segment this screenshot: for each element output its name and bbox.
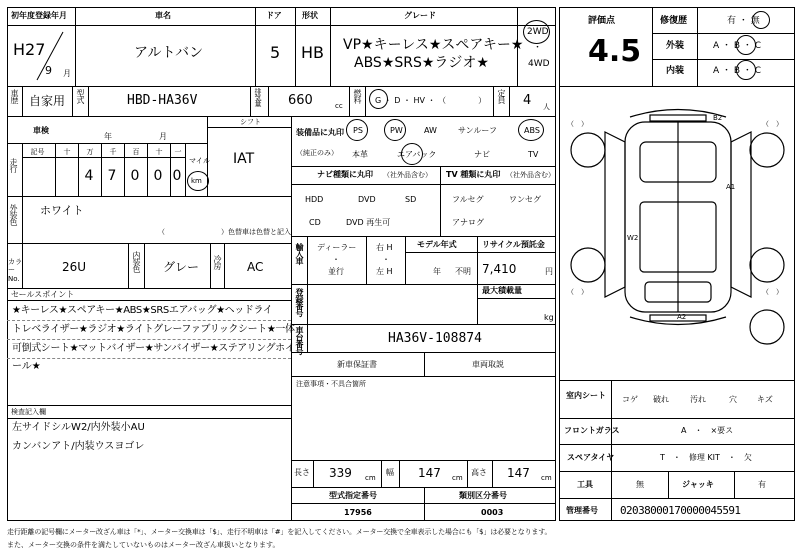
- diagram-paren-bl: （ ）: [567, 288, 588, 296]
- footer-line1: 走行距離の記号欄にメーター改ざん車は「*」、メーター交換車は「$」、走行不明車は「#」を記入してください。メーター交換で全車表示した場合にも「$」は必要となります。: [7, 528, 552, 536]
- equipment-sub: （純正のみ）: [296, 149, 338, 157]
- doors-value: 5: [270, 43, 281, 62]
- inspector-label: 検査記入欄: [11, 408, 46, 416]
- sales-point-line2: トレベライザー★ラジオ★ライトグレーファブリックシート★一体: [12, 324, 295, 335]
- car-diagram: [560, 87, 795, 379]
- class-no-label: 類別区分番号: [459, 491, 507, 500]
- length-label: 長さ: [294, 468, 310, 477]
- diagram-b2: B2: [713, 114, 723, 122]
- jack-label: ジャッキ: [682, 480, 714, 489]
- type-no-label: 型式指定番号: [329, 491, 377, 500]
- import-left: 左 H: [376, 267, 393, 276]
- model-label: 型式: [76, 89, 85, 103]
- import-dealer: ディーラー: [317, 243, 357, 252]
- equip-navi: ナビ: [474, 150, 490, 159]
- color-no-value: 26U: [62, 260, 87, 274]
- color-note: （ ）色替車は色替と記入: [158, 228, 291, 236]
- width-unit: cm: [452, 474, 463, 482]
- sales-point-line3: 可倒式シート★マットバイザー★サンバイザー★ステアリングホイ: [12, 343, 295, 354]
- diagram-a2: A2: [677, 313, 687, 321]
- inspection-month: 月: [159, 132, 167, 141]
- first-reg-era: H27: [13, 40, 46, 59]
- diagram-paren-br: （ ）: [762, 288, 783, 296]
- mileage-unit-label: 千: [109, 148, 117, 156]
- class-no-value: 0003: [481, 508, 504, 517]
- fuel-circle: [369, 89, 388, 109]
- usage-label: 車歴: [10, 89, 19, 103]
- mileage-km: km: [191, 177, 202, 185]
- exterior-circle: [736, 35, 756, 55]
- model-year-unknown: 不明: [455, 267, 471, 276]
- model-year-label: モデル年式: [417, 240, 457, 249]
- displacement-label: 排気量: [254, 88, 262, 106]
- mileage-unit-label: 記号: [30, 148, 45, 156]
- capacity-unit: 人: [543, 103, 550, 111]
- manual-label: 車両取説: [472, 360, 504, 369]
- tv-fullseg: フルセグ: [452, 195, 484, 204]
- equip-abs-circle: [518, 119, 544, 141]
- seat-label: 室内シート: [566, 391, 606, 400]
- equip-pw-circle: [384, 119, 406, 141]
- chassis-label: 車台番号: [295, 326, 304, 354]
- sales-point-line1: ★キーレス★スペアキー★ABS★SRSエアバッグ★ヘッドライ: [12, 305, 273, 316]
- seat-opt-koge: コゲ: [622, 395, 638, 404]
- first-reg-month: 9: [45, 64, 52, 77]
- equip-pw: PW: [390, 126, 403, 135]
- ac-label: 冷房: [213, 255, 222, 269]
- recycle-value: 7,410: [482, 262, 517, 276]
- model-value: HBD-HA36V: [127, 93, 198, 108]
- mileage-unit-label: 十: [63, 148, 71, 156]
- shape-label: 形状: [302, 11, 318, 20]
- tv-oneseg: ワンセグ: [509, 195, 541, 204]
- mgmt-value: 02038000170000045591: [620, 504, 741, 517]
- footer-line2: また、メーター交換の条件を満たしていないものはメーター改ざん車扱いとなります。: [7, 541, 280, 549]
- displacement-unit: cc: [335, 102, 343, 110]
- car-name-value: アルトバン: [134, 45, 204, 61]
- seat-opt-kizu: キズ: [757, 395, 773, 404]
- navi-sd: SD: [405, 195, 417, 204]
- exterior-opts: A ・ B ・ C: [713, 41, 762, 51]
- chassis-value: HA36V-108874: [388, 331, 482, 346]
- spare-opts: T ・ 修理 KIT ・ 欠: [660, 453, 752, 462]
- doors-label: ドア: [266, 11, 282, 20]
- equip-ps: PS: [353, 126, 363, 135]
- windshield-opts: A ・ ×要ス: [681, 426, 734, 435]
- seat-opt-yogore: 汚れ: [690, 395, 706, 404]
- equip-sunroof: サンルーフ: [458, 126, 497, 135]
- grade-line2: ABS★SRS★ラジオ★: [354, 55, 489, 71]
- sales-point-label: セールスポイント: [11, 290, 75, 299]
- import-parallel: 並行: [328, 267, 344, 276]
- usage-value: 自家用: [29, 94, 66, 108]
- mileage-digit: 0: [172, 168, 182, 184]
- import-right: 右 H: [376, 243, 393, 252]
- mileage-unit-label: 百: [132, 148, 140, 156]
- mileage-digit: 7: [107, 168, 117, 184]
- exterior-label: 外装: [666, 41, 685, 51]
- inspector-line2: カンバンアト/内装ウスヨゴレ: [12, 441, 145, 452]
- seat-opt-ana: 穴: [729, 395, 737, 404]
- repair-label: 修復歴: [660, 16, 688, 26]
- height-label: 高さ: [471, 468, 487, 477]
- navi-hdd: HDD: [305, 195, 324, 204]
- eval-label: 評価点: [588, 16, 616, 26]
- inspection-year: 年: [104, 132, 112, 141]
- equip-tv: TV: [528, 150, 539, 159]
- reg-no-label: 登録番号: [295, 288, 304, 316]
- diagram-paren-tr: （ ）: [762, 120, 783, 128]
- displacement-value: 660: [288, 93, 313, 108]
- jack-value: 有: [758, 480, 766, 489]
- fuel-opts: G ・ D ・ HV ・ （ ）: [375, 96, 487, 105]
- height-value: 147: [507, 466, 530, 480]
- interior-circle: [736, 60, 756, 80]
- mileage-unit-label: 一: [174, 148, 182, 156]
- mileage-unit-label: 十: [155, 148, 163, 156]
- diagram-a1: A1: [726, 183, 736, 191]
- drive-dot: ・: [533, 43, 543, 53]
- tv-analog: アナログ: [452, 218, 484, 227]
- import-dot1: ・: [332, 255, 340, 264]
- spare-label: スペアタイヤ: [567, 453, 615, 462]
- capacity-label: 定員: [497, 89, 506, 103]
- shift-label: シフト: [240, 118, 261, 126]
- inspector-line1: 左サイドシルW2/内外装小AU: [12, 422, 145, 433]
- interior-label: 内装: [666, 66, 685, 76]
- equip-aw: AW: [424, 126, 437, 135]
- interior-color-value: グレー: [163, 260, 200, 274]
- equipment-label: 装備品に丸印: [296, 128, 344, 137]
- tools-label: 工具: [577, 480, 593, 489]
- seat-opt-yabure: 破れ: [653, 395, 669, 404]
- navi-sub: （社外品含む）: [383, 171, 432, 179]
- color-value: ホワイト: [40, 204, 84, 217]
- color-label: 外装色: [9, 204, 18, 225]
- navi-dvd: DVD: [358, 195, 376, 204]
- equip-airbag-circle: [401, 143, 423, 165]
- tv-label: TV 種類に丸印: [446, 170, 501, 179]
- car-name-label: 車名: [155, 11, 171, 20]
- drive-2wd: 2WD: [527, 27, 549, 37]
- mileage-mile: マイル: [189, 157, 210, 165]
- ac-value: AC: [247, 260, 264, 274]
- first-reg-label: 初年度登録年月: [11, 11, 67, 20]
- max-load-label: 最大積載量: [482, 286, 522, 295]
- equip-leather: 本革: [352, 150, 368, 159]
- equip-ps-circle: [346, 119, 368, 141]
- length-unit: cm: [365, 474, 376, 482]
- inspection-label: 車検: [33, 126, 49, 135]
- sales-point-line4: ール★: [12, 361, 41, 372]
- navi-dvd-play: DVD 再生可: [346, 218, 391, 227]
- interior-color-label: 内装色: [132, 251, 141, 272]
- type-no-value: 17956: [344, 508, 372, 517]
- color-no-label: カラーNo.: [8, 258, 22, 283]
- interior-opts: A ・ B ・ C: [713, 66, 762, 76]
- km-circle: [187, 171, 209, 191]
- diagram-w2: W2: [627, 234, 639, 242]
- mileage-digit: 4: [84, 168, 94, 184]
- navi-cd: CD: [309, 218, 321, 227]
- import-dot2: ・: [382, 255, 390, 264]
- mileage-unit-label: 万: [86, 148, 94, 156]
- tools-value: 無: [636, 480, 644, 489]
- mileage-digit: 0: [130, 168, 140, 184]
- grade-line1: VP★キーレス★スペアキー★: [343, 37, 524, 53]
- fuel-label: 燃料: [353, 89, 362, 103]
- mileage-digit: 0: [153, 168, 163, 184]
- grade-label: グレード: [404, 11, 436, 20]
- diagram-paren-tl: （ ）: [567, 120, 588, 128]
- notes-label: 注意事項・不具合箇所: [296, 380, 366, 388]
- max-load-unit: kg: [544, 313, 554, 322]
- height-unit: cm: [541, 474, 552, 482]
- drive-4wd: 4WD: [528, 59, 550, 69]
- length-value: 339: [329, 466, 352, 480]
- recycle-unit: 円: [545, 267, 553, 276]
- navi-label: ナビ種類に丸印: [317, 170, 373, 179]
- model-year-year: 年: [433, 267, 441, 276]
- shape-value: HB: [301, 43, 325, 62]
- equip-abs: ABS: [524, 126, 540, 135]
- repair-opts: 有 ・ 無: [727, 16, 760, 26]
- tv-sub: （社外品含む）: [506, 171, 555, 179]
- mileage-label: 走行: [9, 158, 18, 172]
- capacity-value: 4: [523, 93, 532, 108]
- import-label: 輸入車: [295, 243, 304, 264]
- windshield-label: フロントガラス: [564, 426, 620, 435]
- width-value: 147: [418, 466, 441, 480]
- recycle-label: リサイクル預託金: [482, 240, 545, 249]
- first-reg-month-unit: 月: [63, 69, 71, 78]
- width-label: 幅: [386, 468, 394, 477]
- equip-airbag: エアバック: [397, 150, 437, 159]
- shift-value: IAT: [233, 151, 255, 167]
- repair-circle: [752, 11, 770, 29]
- eval-value: 4.5: [588, 34, 642, 69]
- warranty-label: 新車保証書: [337, 360, 377, 369]
- mgmt-label: 管理番号: [566, 506, 598, 515]
